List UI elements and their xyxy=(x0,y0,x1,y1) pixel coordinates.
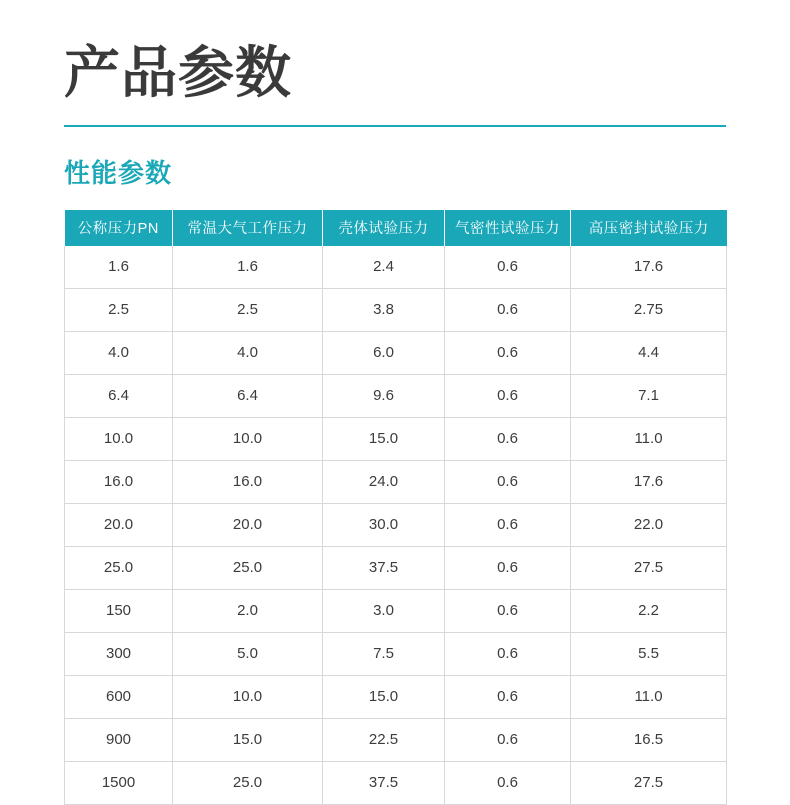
table-column-header: 常温大气工作压力 xyxy=(173,210,323,246)
table-column-header: 壳体试验压力 xyxy=(323,210,445,246)
table-cell: 2.4 xyxy=(323,246,445,289)
table-column-header: 气密性试验压力 xyxy=(445,210,571,246)
table-cell: 4.0 xyxy=(173,331,323,374)
table-cell: 0.6 xyxy=(445,546,571,589)
table-row xyxy=(65,460,727,503)
table-column-header: 公称压力PN xyxy=(65,210,173,246)
table-cell: 22.0 xyxy=(571,503,727,546)
table-cell: 10.0 xyxy=(173,417,323,460)
table-cell: 17.6 xyxy=(571,460,727,503)
table-header-row xyxy=(65,210,727,246)
page-title: 产品参数 xyxy=(64,41,292,104)
table-cell: 22.5 xyxy=(323,718,445,761)
table-cell: 25.0 xyxy=(173,546,323,589)
table-cell: 7.1 xyxy=(571,374,727,417)
table-cell: 30.0 xyxy=(323,503,445,546)
table-cell: 2.75 xyxy=(571,288,727,331)
table-cell: 15.0 xyxy=(173,718,323,761)
table-row xyxy=(65,675,727,718)
table-cell: 0.6 xyxy=(445,374,571,417)
table-cell: 5.0 xyxy=(173,632,323,675)
table-header xyxy=(65,210,727,246)
table-cell: 0.6 xyxy=(445,761,571,804)
table-cell: 0.6 xyxy=(445,675,571,718)
table-cell: 16.0 xyxy=(65,460,173,503)
table-cell: 5.5 xyxy=(571,632,727,675)
table-cell: 11.0 xyxy=(571,675,727,718)
table-row xyxy=(65,417,727,460)
table-cell: 27.5 xyxy=(571,546,727,589)
table-cell: 0.6 xyxy=(445,288,571,331)
table-row xyxy=(65,374,727,417)
table-row xyxy=(65,546,727,589)
table-column-header: 高压密封试验压力 xyxy=(571,210,727,246)
table-cell: 20.0 xyxy=(173,503,323,546)
table-cell: 0.6 xyxy=(445,632,571,675)
table-cell: 600 xyxy=(65,675,173,718)
table-cell: 0.6 xyxy=(445,460,571,503)
table-cell: 20.0 xyxy=(65,503,173,546)
table-cell: 3.8 xyxy=(323,288,445,331)
table-cell: 2.2 xyxy=(571,589,727,632)
table-cell: 0.6 xyxy=(445,331,571,374)
table-cell: 25.0 xyxy=(173,761,323,804)
table-cell: 37.5 xyxy=(323,546,445,589)
table-cell: 4.0 xyxy=(65,331,173,374)
table-cell: 15.0 xyxy=(323,675,445,718)
table-cell: 7.5 xyxy=(323,632,445,675)
table-cell: 2.5 xyxy=(65,288,173,331)
table-cell: 0.6 xyxy=(445,589,571,632)
table-cell: 15.0 xyxy=(323,417,445,460)
table-cell: 1.6 xyxy=(65,246,173,289)
table-cell: 9.6 xyxy=(323,374,445,417)
table-cell: 2.5 xyxy=(173,288,323,331)
table-row xyxy=(65,246,727,289)
table-cell: 6.4 xyxy=(173,374,323,417)
table-cell: 37.5 xyxy=(323,761,445,804)
table-cell: 0.6 xyxy=(445,417,571,460)
table-cell: 16.5 xyxy=(571,718,727,761)
table-cell: 0.6 xyxy=(445,246,571,289)
table-cell: 1500 xyxy=(65,761,173,804)
performance-parameters-table xyxy=(64,210,727,805)
section-title: 性能参数 xyxy=(64,157,173,188)
table-row xyxy=(65,288,727,331)
table-cell: 0.6 xyxy=(445,503,571,546)
table-row xyxy=(65,718,727,761)
table-cell: 4.4 xyxy=(571,331,727,374)
table-cell: 16.0 xyxy=(173,460,323,503)
table-cell: 24.0 xyxy=(323,460,445,503)
table-cell: 900 xyxy=(65,718,173,761)
table-cell: 10.0 xyxy=(173,675,323,718)
table-cell: 6.0 xyxy=(323,331,445,374)
table-cell: 1.6 xyxy=(173,246,323,289)
table-row xyxy=(65,589,727,632)
table-cell: 27.5 xyxy=(571,761,727,804)
table-cell: 10.0 xyxy=(65,417,173,460)
table-cell: 6.4 xyxy=(65,374,173,417)
table-cell: 11.0 xyxy=(571,417,727,460)
table-cell: 300 xyxy=(65,632,173,675)
table-cell: 0.6 xyxy=(445,718,571,761)
table-cell: 17.6 xyxy=(571,246,727,289)
table-cell: 2.0 xyxy=(173,589,323,632)
table-row xyxy=(65,632,727,675)
table-body xyxy=(65,246,727,805)
table-row xyxy=(65,503,727,546)
table-cell: 150 xyxy=(65,589,173,632)
table-row xyxy=(65,331,727,374)
table-cell: 25.0 xyxy=(65,546,173,589)
table-cell: 3.0 xyxy=(323,589,445,632)
